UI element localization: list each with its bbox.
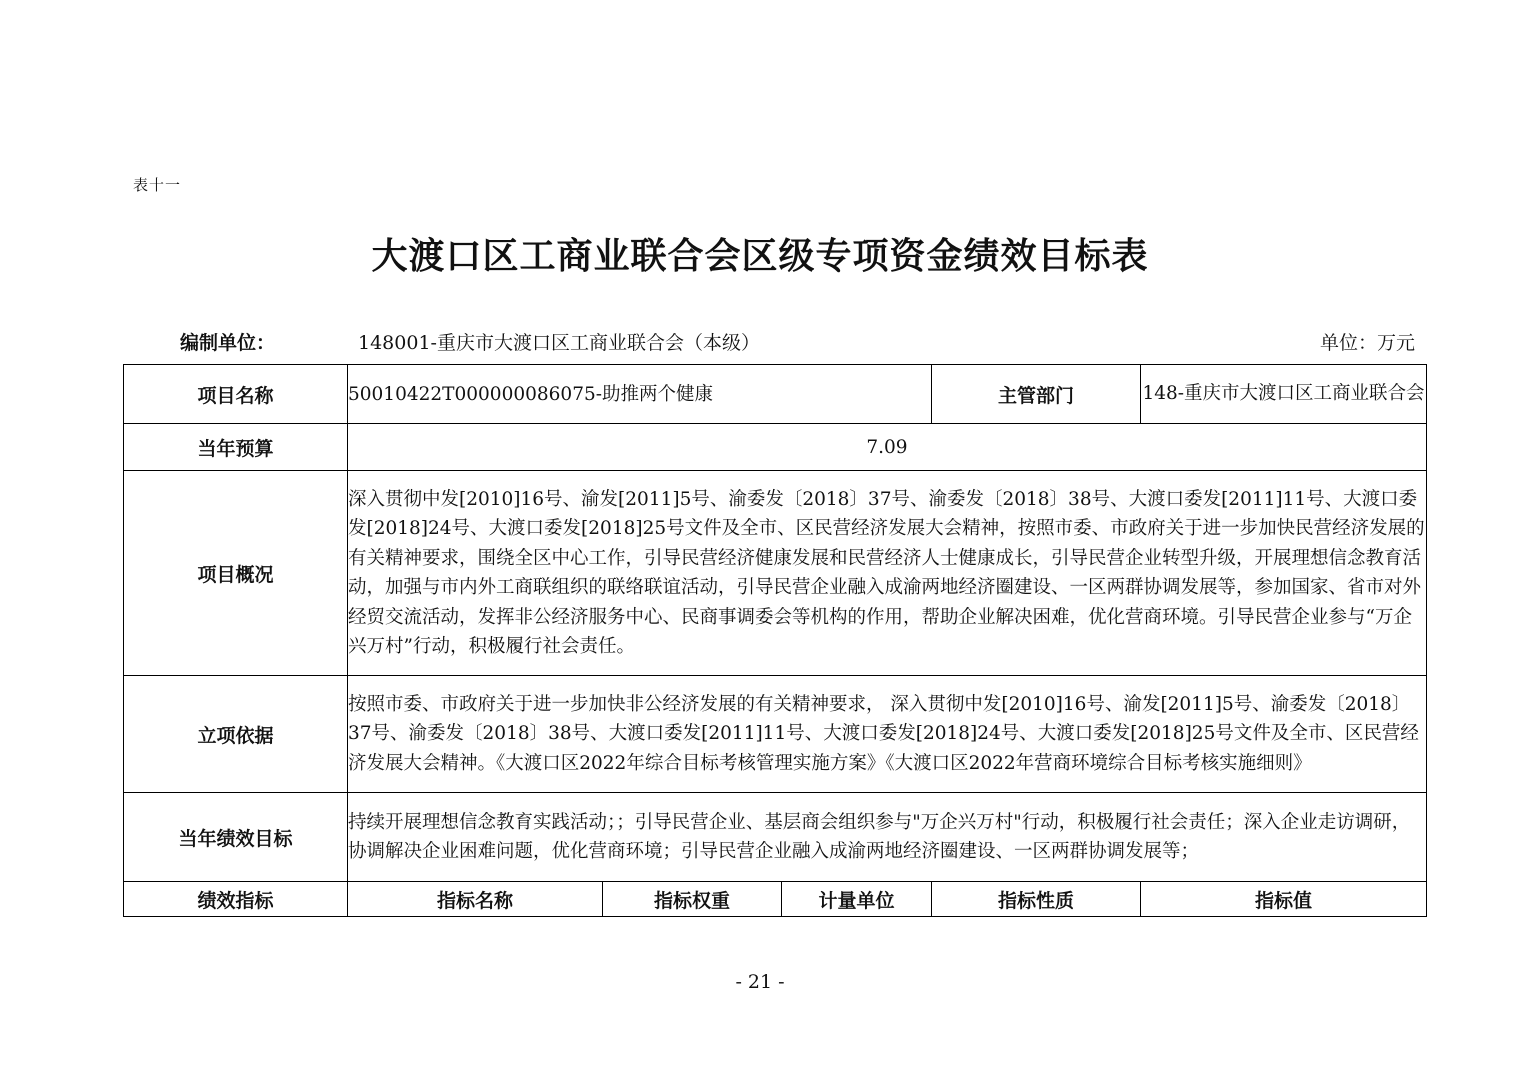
project-overview-text: 深入贯彻中发[2010]16号、渝发[2011]5号、渝委发〔2018〕37号、渝委发〔2018〕38号、大渡口委发[2011]11号、大渡口委发[2018]24号、大渡口委发[2018]25号文件及全市、区民营经济发展大会精神，按照市委、市政府关于进一步加快民营经济发展的有关精神要求，围绕全区中心工作，引导民营经济健康发展和民营经济人士健康成长，引导民营企业转型升级，开展理想信念教育活动，加强与市内外工商联组织的联络联谊活动，引导民营企业融入成渝两地经济圈建设、一区两群协调发展等，参加国家、省市对外经贸交流活动，发挥非公经济服务中心、民商事调委会等机构的作用，帮助企业解决困难，优化营商环境。引导民营企业参与“万企兴万村”行动，积极履行社会责任。: [348, 471, 1427, 676]
compiling-unit-name: 148001-重庆市大渡口区工商业联合会（本级）: [358, 332, 760, 354]
project-name-value: 50010422T000000086075-助推两个健康: [348, 365, 932, 424]
budget-label: 当年预算: [124, 424, 348, 471]
indicator-header-unit: 计量单位: [782, 882, 932, 917]
indicator-header-category: 绩效指标: [124, 882, 348, 917]
supervising-dept-value: 148-重庆市大渡口区工商业联合会: [1141, 365, 1427, 424]
indicator-header-weight: 指标权重: [603, 882, 782, 917]
project-name-row: [124, 365, 1427, 424]
project-basis-label: 立项依据: [124, 676, 348, 793]
page-number: - 21 -: [735, 971, 785, 993]
annual-goal-label: 当年绩效目标: [124, 793, 348, 882]
basis-row: [124, 676, 1427, 793]
table-number-label: 表十一: [133, 176, 182, 194]
project-overview-label: 项目概况: [124, 471, 348, 676]
compiling-unit-label: 编制单位：: [180, 332, 276, 354]
indicator-header-nature: 指标性质: [932, 882, 1141, 917]
project-name-label: 项目名称: [124, 365, 348, 424]
supervising-dept-label: 主管部门: [932, 365, 1141, 424]
document-title: 大渡口区工商业联合会区级专项资金绩效目标表: [371, 236, 1149, 277]
indicator-header-name: 指标名称: [348, 882, 603, 917]
currency-unit: 单位：万元: [1319, 332, 1415, 354]
budget-row: [124, 424, 1427, 471]
overview-row: [124, 471, 1427, 676]
annual-goal-text: 持续开展理想信念教育实践活动；；引导民营企业、基层商会组织参与"万企兴万村"行动，积极履行社会责任；深入企业走访调研，协调解决企业困难问题，优化营商环境；引导民营企业融入成渝两地经济圈建设、一区两群协调发展等；: [348, 793, 1427, 882]
indicator-header-row: [124, 882, 1427, 917]
project-basis-text: 按照市委、市政府关于进一步加快非公经济发展的有关精神要求， 深入贯彻中发[2010]16号、渝发[2011]5号、渝委发〔2018〕37号、渝委发〔2018〕38号、大渡口委发[2011]11号、大渡口委发[2018]24号、大渡口委发[2018]25号文件及全市、区民营经济发展大会精神。《大渡口区2022年综合目标考核管理实施方案》《大渡口区2022年营商环境综合目标考核实施细则》: [348, 676, 1427, 793]
indicator-header-value: 指标值: [1141, 882, 1427, 917]
goal-row: [124, 793, 1427, 882]
performance-target-table: [123, 364, 1427, 917]
budget-value: 7.09: [348, 424, 1427, 471]
